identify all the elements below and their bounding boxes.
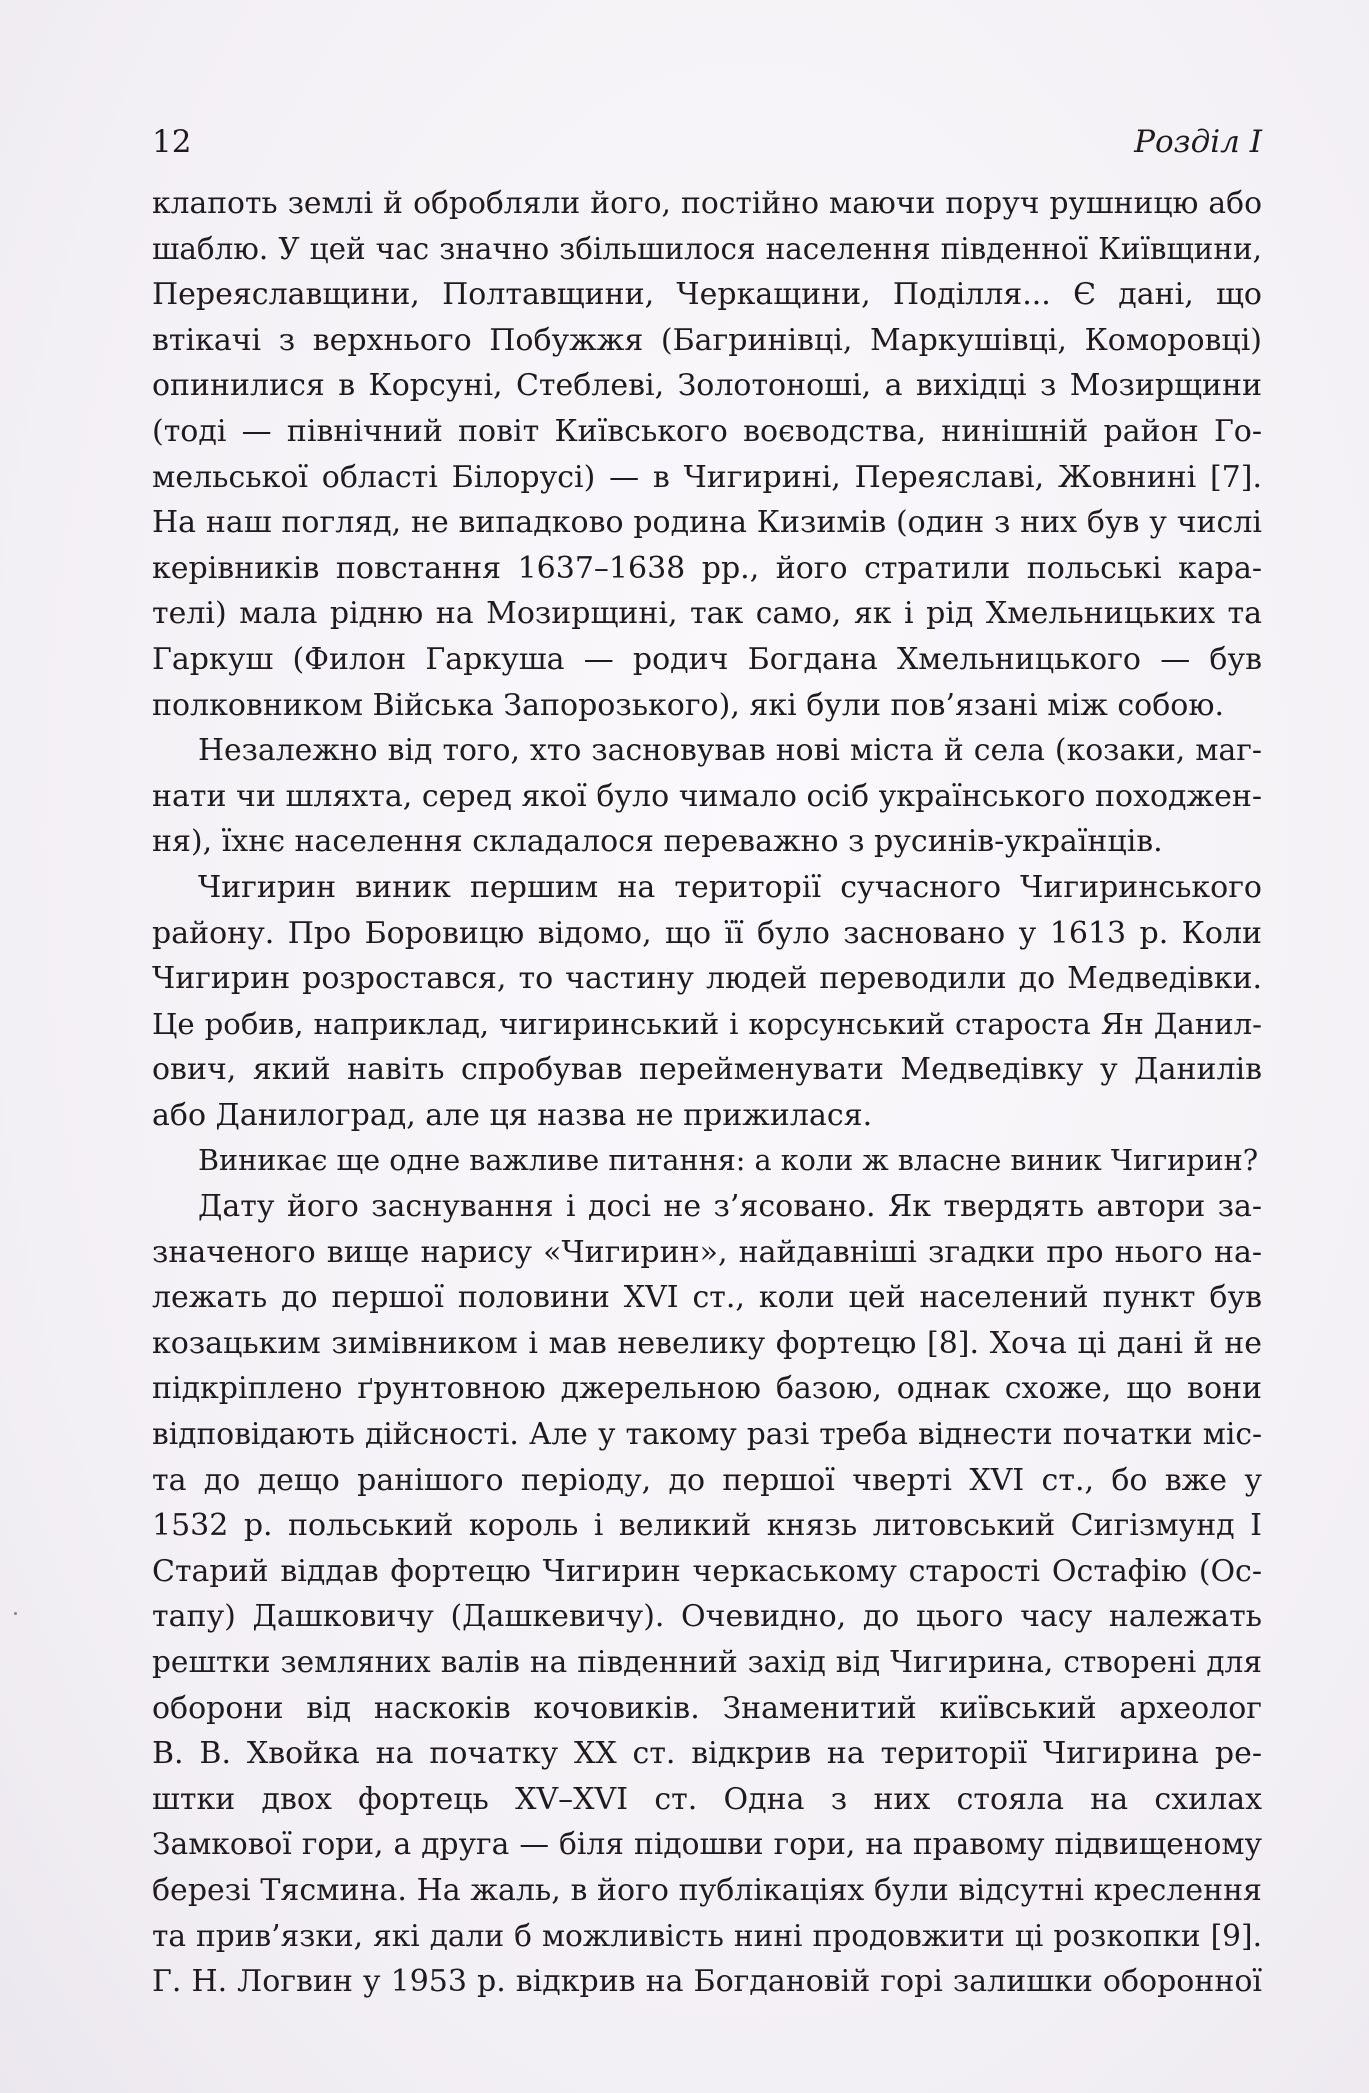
page-number: 12: [152, 124, 192, 160]
text-line: Чигирин виник першим на території сучасного Чигиринського: [198, 869, 1262, 905]
text-line: козацьким зимівником і мав невелику фортецю [8]. Хоча ці дані й не: [152, 1325, 1262, 1361]
text-line: та прив’язки, які дали б можливість нині продовжити ці розкопки [9].: [152, 1918, 1262, 1953]
text-line: 1532 р. польський король і великий князь литовський Сигізмунд I: [152, 1508, 1262, 1544]
text-line: На наш погляд, не випадково родина Кизимів (один з них був у числі: [152, 505, 1262, 541]
text-line: штки двох фортець XV–XVI ст. Одна з них стояла на схилах: [152, 1781, 1262, 1817]
text-line: підкріплено ґрунтовною джерельною базою, однак схоже, що вони: [152, 1371, 1262, 1407]
text-line: Старий віддав фортецю Чигирин черкаському старості Остафію (Ос-: [152, 1553, 1262, 1589]
text-line: відповідають дійсності. Але у такому разі треба віднести початки міс-: [152, 1417, 1262, 1453]
page-header: [152, 120, 1262, 164]
text-line: Г. Н. Логвин у 1953 р. відкрив на Богдановій горі залишки оборонної: [152, 1964, 1262, 2000]
text-line: району. Про Боровицю відомо, що її було засновано у 1613 р. Коли: [152, 915, 1262, 951]
running-head: Розділ I: [1134, 124, 1262, 160]
text-line: березі Тясмина. На жаль, в його публікаціях були відсутні креслення: [152, 1872, 1262, 1908]
text-line: ович, який навіть спробував перейменувати Медведівку у Данилів: [152, 1052, 1262, 1088]
text-line: (тоді — північний повіт Київського воєводства, нинішній район Го-: [152, 413, 1262, 449]
text-line: Виникає ще одне важливе питання: а коли ж власне виник Чигирин?: [198, 1143, 1259, 1178]
text-line: керівників повстання 1637–1638 рр., його стратили польські кара-: [152, 550, 1262, 586]
text-line: значеного вище нарису «Чигирин», найдавніші згадки про нього на-: [152, 1234, 1262, 1270]
body-text: [152, 181, 1262, 2005]
text-line: лежать до першої половини XVI ст., коли цей населений пункт був: [152, 1280, 1262, 1316]
text-line: або Данилоград, але ця назва не прижилася.: [152, 1097, 873, 1133]
text-line: рештки земляних валів на південний захід від Чигирина, створені для: [152, 1645, 1262, 1679]
text-line: клапоть землі й обробляли його, постійно маючи поруч рушницю або: [152, 186, 1262, 221]
text-line: Гаркуш (Филон Гаркуша — родич Богдана Хмельницького — був: [152, 641, 1262, 677]
text-line: опинилися в Корсуні, Стеблеві, Золотоноші, а вихідці з Мозирщини: [152, 368, 1262, 404]
text-line: В. В. Хвойка на початку XX ст. відкрив на території Чигирина ре-: [152, 1736, 1262, 1772]
text-line: Це робив, наприклад, чигиринський і корсунський староста Ян Данил-: [152, 1006, 1262, 1041]
text-line: тапу) Дашковичу (Дашкевичу). Очевидно, до цього часу належать: [152, 1599, 1262, 1635]
text-line: оборони від наскоків кочовиків. Знаменитий київський археолог: [152, 1690, 1262, 1726]
text-line: нати чи шляхта, серед якої було чимало осіб українського походжен-: [152, 778, 1262, 814]
text-line: Чигирин розростався, то частину людей переводили до Медведівки.: [152, 961, 1262, 997]
text-line: полковником Війська Запорозького), які були пов’язані між собою.: [152, 687, 1224, 723]
text-line: шаблю. У цей час значно збільшилося населення південної Київщини,: [152, 231, 1262, 266]
text-line: Незалежно від того, хто засновував нові міста й села (козаки, маг-: [198, 733, 1262, 769]
text-line: втікачі з верхнього Побужжя (Багринівці, Маркушівці, Коморовці): [152, 322, 1262, 358]
text-line: Замкової гори, а друга — біля підошви гори, на правому підвищеному: [152, 1827, 1262, 1863]
text-line: та до дещо ранішого періоду, до першої чверті XVI ст., бо вже у: [152, 1462, 1262, 1498]
text-line: мельської області Білорусі) — в Чигирині, Переяславі, Жовнині [7].: [152, 459, 1262, 495]
text-line: Переяславщини, Полтавщини, Черкащини, Поділля... Є дані, що: [152, 277, 1262, 313]
scan-speck: [14, 1612, 17, 1615]
text-line: Дату його заснування і досі не з’ясовано. Як твердять автори за-: [198, 1189, 1262, 1225]
text-line: телі) мала рідню на Мозирщині, так само, як і рід Хмельницьких та: [152, 596, 1262, 632]
text-line: ня), їхнє населення складалося переважно з русинів-українців.: [152, 824, 1163, 860]
